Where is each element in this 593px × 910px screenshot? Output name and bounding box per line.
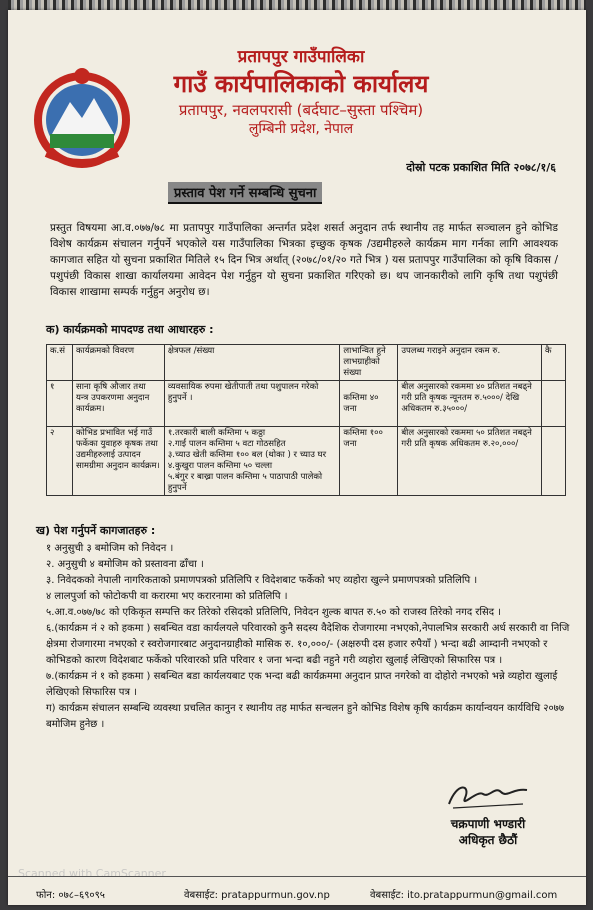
municipality-name: प्रतापपुर गाउँपालिका [237, 47, 365, 67]
col-header: उपलब्ध गराइने अनुदान रकम रु. [398, 345, 542, 381]
signatory-title: अधिकृत छैठौं [458, 833, 518, 847]
office-province: लुम्बिनी प्रदेश, नेपाल [248, 121, 354, 137]
col-header: कार्यक्रमको विवरण [72, 345, 164, 381]
office-header [136, 46, 466, 138]
row-sn: २ [47, 427, 73, 496]
row-remarks [542, 427, 566, 496]
area-item: ३.च्याउ खेती कम्तिमा १०० बल (थोका ) र च्याउ घर [167, 450, 327, 460]
area-item: ४.कुखुरा पालन कम्तिमा ५० चल्ला [167, 461, 273, 471]
list-item: ७.(कार्यक्रम नं १ को हकमा ) सबन्धित बडा कार्यलयबाट एक भन्दा बढी कार्यक्रममा अनुदान प्राप्त नगरेको वा दोहोरो नभएको भन्ने व्यहोरा खुलाई लेखिएको सिफारिस पत्र । [46, 671, 558, 698]
footer [8, 876, 586, 905]
table-header-row [47, 345, 566, 381]
footer-email[interactable]: वेबसाईट: ito.pratappurmun@gmail.com [370, 890, 558, 901]
footer-website[interactable]: वेबसाईट: pratappurmun.gov.np [184, 890, 330, 901]
notice-subject: प्रस्ताव पेश गर्ने सम्बन्धि सुचना [168, 182, 322, 204]
section-a-heading: क) कार्यक्रमको मापदण्ड तथा आधारहरु : [46, 323, 214, 336]
documents-list [46, 541, 571, 733]
row-grant: बील अनुसारको रकममा ५० प्रतिशत नबढ्ने गरी प्रति कृषक अधिकतम रु.२०,०००/ [398, 427, 542, 496]
intro-paragraph: प्रस्तुत विषयमा आ.व.०७७/७८ मा प्रतापपुर गाउँपालिका अन्तर्गत प्रदेश शसर्त अनुदान तर्फ स्थानीय तह मार्फत सञ्चालन हुने कोभिड विशेष कार्यक्रम संचालन गर्नुपर्ने भएकोले यस गाउँपालिका भित्रका इच्छुक कृषक /उद्यमीहरुले कार्यक्रम माग गर्नका लागि आवश्यक कागजात सहित यो सुचना प्रकाशित मितिले १५ दिन भित्र अर्थात् (२०७८/०१/२० गते भित्र ) यस प्रतापपुर गाउँपालिका को कृषि विकास / पशुपंछी विकास शाखा कार्यालयमा आवेदन पेश गर्नुहुन यो सुचना प्रकाशित गरिएको छ। थप जानकारीको लागि कृषि तथा पशुपंछी विकास शाखामा सम्पर्क गर्नुहुन अनुरोध छ। [50, 222, 558, 298]
row-beneficiaries: कम्तिमा १०० जना [340, 427, 398, 496]
camscanner-watermark: Scanned with CamScanner [18, 867, 166, 880]
col-header: क्षेत्रफल /संख्या [164, 345, 340, 381]
row-sn: १ [47, 381, 73, 427]
office-name: गाउँ कार्यपालिकाको कार्यालय [173, 70, 429, 98]
signatory-name: चक्रपाणी भण्डारी [450, 817, 526, 831]
notice-page [8, 10, 586, 905]
list-item: १ अनुसुची ३ बमोजिम को निवेदन । [46, 543, 174, 554]
row-program: कोभिड प्रभावित भई गाउँ फर्केका युवाहरु कृषक तथा उद्यमीहरुलाई उत्पादन सामग्रीमा अनुदान कार्यक्रम। [72, 427, 164, 496]
area-item: ५.बंगुर र बाख्रा पालन कम्तिमा ५ पाठापाठी पालेको हुनुपर्ने [167, 472, 323, 493]
list-item: ६.(कार्यक्रम नं २ को हकमा ) सबन्धित वडा कार्यलयले परिवारको कुनै सदस्य वैदेशिक रोजगारमा नभएको,नेपालभित्र सरकारी अर्ध सरकारी वा निजि क्षेत्रमा रोजगारमा नभएको र स्वरोजगारबाट अनुदानग्राहीको मासिक रु. १०,०००/- (अक्षरुपी दस हजार रुपैयाँ ) भन्दा बढी आम्दानी नभएको र कोभिडको कारण विदेशबाट फर्केको परिवारको प्रति परिवार १ जना भन्दा बढी नहुने गरी व्यहोरा खुलाई लेखिएको सिफारिस पत्र । [46, 623, 570, 666]
table-row [47, 427, 566, 496]
publish-date: दोस्रो पटक प्रकाशित मिति २०७८/१/६ [406, 161, 556, 174]
row-area: व्यवसायिक रुपमा खेतीपाती तथा पशुपालन गरेको हुनुपर्ने । [164, 381, 340, 427]
row-grant: बील अनुसारको रकममा ४० प्रतिशत नबढ्ने गरी प्रति कृषक न्यूनतम रु.५०००/ देखि अधिकतम रु.३५०००/ [398, 381, 542, 427]
col-header: क.सं [47, 345, 73, 381]
row-beneficiaries: कम्तिमा ४० जना [340, 381, 398, 427]
nepal-emblem-icon [32, 62, 132, 172]
col-header: कै [542, 345, 566, 381]
handwritten-signature [443, 778, 533, 812]
list-item: ५.आ.व.०७७/७८ को एकिकृत सम्पत्ति कर तिरेको रसिदको प्रतिलिपि, निवेदन शुल्क बापत रु.५० को राजस्व तिरेको नगद रसिद । [46, 607, 502, 618]
row-program: साना कृषि औजार तथा यन्त्र उपकरणमा अनुदान कार्यक्रम। [72, 381, 164, 427]
office-address: प्रतापपुर, नवलपरासी (बर्दघाट–सुस्ता पश्चिम) [178, 101, 424, 119]
section-b-heading: ख) पेश गर्नुपर्ने कागजातहरु : [36, 524, 156, 537]
list-item: ३. निवेदकको नेपाली नागरिकताको प्रमाणपत्रको प्रतिलिपि र विदेशबाट फर्केको भए व्यहोरा खुल्ने प्रमाणपत्रको प्रतिलिपि । [46, 575, 478, 586]
area-item: १.तरकारी बाली कम्तिमा ५ कठ्ठा [167, 428, 266, 438]
list-item: २. अनुसुची ४ बमोजिम को प्रस्तावना ढाँचा । [46, 559, 204, 570]
row-remarks [542, 381, 566, 427]
list-item: ४ लालपुर्जा को फोटोकपी वा करारमा भए करारनामा को प्रतिलिपि । [46, 591, 288, 602]
area-item: २.गाईं पालन कम्तिमा ५ वटा गोठसहित [167, 439, 286, 449]
footer-phone: फोन: ०७८–६९०९५ [36, 890, 105, 901]
table-row [47, 381, 566, 427]
row-area [164, 427, 340, 496]
signature-block [428, 778, 548, 848]
list-item: ग) कार्यक्रम संचालन सम्बन्धि व्यवस्था प्रचलित कानुन र स्थानीय तह मार्फत सन्चलन हुने कोभिड विशेष कृषि कार्यक्रम कार्यान्वयन कार्यविधि २०७७ बमोजिम हुनेछ । [46, 703, 565, 730]
col-header: लाभान्वित हुने लाभग्राहीको संख्या [340, 345, 398, 381]
criteria-table [46, 344, 566, 496]
